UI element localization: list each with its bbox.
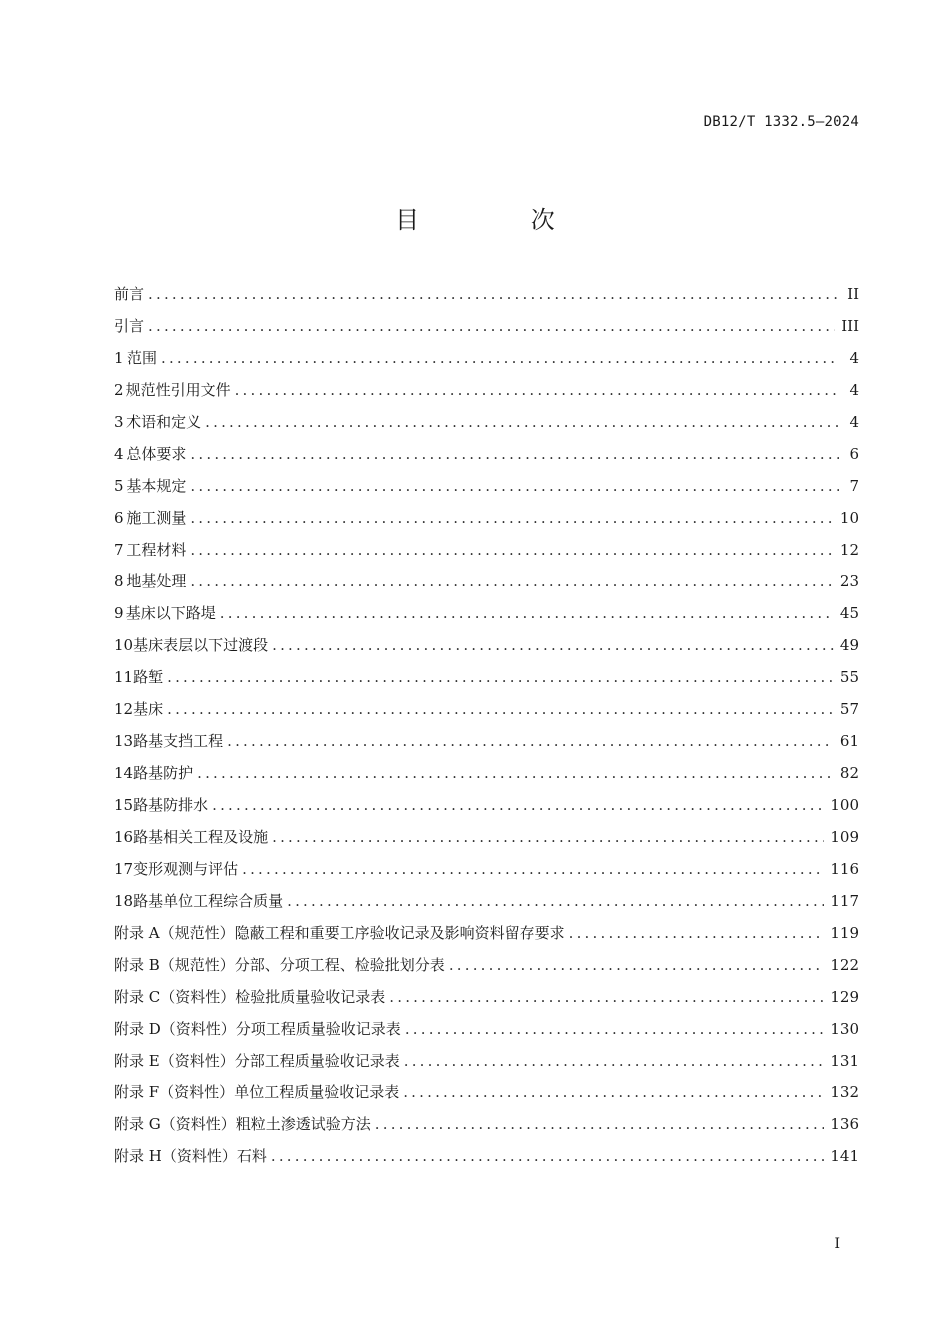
toc-entry-label: 地基处理 [126, 572, 187, 591]
toc-page-number: 45 [839, 604, 859, 623]
toc-entry[interactable] [114, 411, 859, 443]
toc-entry-label: 规范性引用文件 [125, 380, 231, 399]
toc-page-number: 130 [830, 1019, 859, 1038]
toc-dot-leader [235, 381, 839, 399]
toc-section-number: 8 [114, 572, 124, 591]
toc-page-number: 129 [830, 987, 859, 1006]
toc-entry-label: 隐蔽工程和重要工序验收记录及影响资料留存要求 [234, 923, 565, 942]
toc-entry-label: 引言 [114, 316, 145, 335]
toc-entry[interactable] [114, 1018, 859, 1050]
toc-section-number: 3 [114, 412, 124, 431]
toc-dot-leader [190, 509, 834, 527]
toc-entry-label: 基床表层以下过渡段 [133, 636, 269, 655]
toc-dot-leader [167, 668, 834, 686]
toc-page-number: 7 [849, 476, 859, 495]
toc-section-number: 11 [114, 668, 134, 687]
toc-dot-leader [220, 604, 834, 622]
toc-entry-label: 路基相关工程及设施 [133, 827, 269, 846]
toc-entry[interactable] [114, 283, 859, 315]
toc-entry[interactable] [114, 666, 859, 698]
document-code: DB12/T 1332.5—2024 [703, 114, 859, 130]
toc-appendix-label: 附录 E（资料性） [114, 1051, 235, 1070]
toc-entry-label: 前言 [114, 285, 145, 303]
toc-dot-leader [271, 1147, 824, 1165]
toc-page-number: 12 [839, 540, 859, 559]
toc-section-number: 15 [114, 796, 134, 814]
toc-page-number: 131 [830, 1051, 859, 1070]
toc-entry[interactable] [114, 1081, 859, 1113]
toc-entry[interactable] [114, 347, 859, 379]
toc-entry[interactable] [114, 1113, 859, 1145]
toc-dot-leader [161, 349, 839, 367]
toc-dot-leader [449, 956, 825, 974]
toc-dot-leader [148, 317, 835, 335]
toc-section-number: 7 [114, 540, 124, 559]
toc-entry[interactable] [114, 1050, 859, 1082]
toc-dot-leader [212, 796, 824, 814]
toc-section-number: 6 [114, 508, 124, 527]
toc-section-number: 4 [114, 444, 124, 463]
toc-title: 目 次 [395, 206, 607, 234]
toc-appendix-label: 附录 G（资料性） [114, 1115, 236, 1134]
toc-page-number: 117 [830, 891, 859, 910]
toc-page-number: 122 [830, 955, 859, 974]
toc-entry[interactable] [114, 1145, 859, 1177]
toc-entry-label: 粗粒土渗透试验方法 [235, 1115, 371, 1134]
toc-entry[interactable] [114, 539, 859, 571]
toc-entry-label: 分部工程质量验收记录表 [234, 1051, 400, 1070]
toc-entry-label: 路基单位工程综合质量 [133, 891, 284, 910]
toc-appendix-label: 附录 D（资料性） [114, 1019, 236, 1038]
toc-section-number: 17 [114, 859, 134, 878]
toc-section-number: 9 [114, 604, 124, 623]
toc-page-number: 6 [849, 444, 859, 463]
toc-dot-leader [405, 1020, 825, 1038]
toc-entry[interactable] [114, 858, 859, 890]
toc-page-number: 82 [839, 764, 859, 783]
toc-section-number: 5 [114, 476, 124, 495]
toc-dot-leader [272, 828, 824, 846]
toc-entry[interactable] [114, 986, 859, 1018]
toc-page-number: 23 [839, 572, 859, 591]
toc-entry-label: 石料 [236, 1147, 267, 1166]
toc-appendix-label: 附录 B（规范性） [114, 955, 235, 974]
toc-entry[interactable] [114, 634, 859, 666]
toc-entry-label: 路堑 [133, 668, 164, 687]
toc-entry[interactable] [114, 443, 859, 475]
toc-entry[interactable] [114, 507, 859, 539]
toc-section-number: 2 [114, 380, 124, 399]
toc-entry-label: 路基防护 [133, 764, 194, 783]
toc-entry[interactable] [114, 890, 859, 922]
toc-page-number: 49 [839, 636, 859, 655]
toc-entry[interactable] [114, 315, 859, 347]
toc-entry-label: 分部、分项工程、检验批划分表 [234, 955, 445, 974]
toc-section-number: 14 [114, 764, 134, 783]
toc-section-number: 12 [114, 700, 134, 719]
toc-page-number: 57 [839, 700, 859, 719]
toc-page-number: 116 [830, 859, 859, 878]
toc-dot-leader [205, 413, 839, 431]
toc-entry-label: 术语和定义 [126, 412, 202, 431]
toc-dot-leader [148, 285, 839, 303]
toc-dot-leader [404, 1052, 825, 1070]
toc-entry-label: 工程材料 [126, 540, 187, 559]
toc-entry[interactable] [114, 730, 859, 762]
toc-appendix-label: 附录 H（资料性） [114, 1147, 237, 1166]
toc-section-number: 10 [114, 636, 134, 655]
toc-entry-label: 基本规定 [126, 476, 187, 495]
toc-page-number: 109 [830, 827, 859, 846]
toc-page-number: III [841, 316, 859, 335]
toc-entry-label: 变形观测与评估 [133, 859, 239, 878]
toc-entry[interactable] [114, 698, 859, 730]
toc-page-number: 100 [830, 796, 859, 814]
toc-dot-leader [375, 1115, 825, 1133]
toc-entry[interactable] [114, 922, 859, 954]
toc-section-number: 18 [114, 891, 134, 910]
toc-entry-label: 基床 [133, 700, 164, 719]
toc-page-number: 141 [830, 1147, 859, 1166]
toc-dot-leader [167, 700, 834, 718]
toc-page-number: 55 [839, 668, 859, 687]
toc-dot-leader [403, 1083, 824, 1101]
toc-dot-leader [197, 764, 834, 782]
toc-entry-label: 基床以下路堤 [125, 604, 216, 623]
toc-entry[interactable] [114, 570, 859, 602]
toc-entry[interactable] [114, 762, 859, 794]
toc-dot-leader [190, 572, 834, 590]
toc-page-number: 4 [849, 380, 859, 399]
toc-appendix-label: 附录 F（资料性） [114, 1083, 235, 1102]
toc-entry[interactable] [114, 379, 859, 411]
toc-dot-leader [242, 860, 824, 878]
toc-page-number: 4 [849, 348, 859, 367]
toc-entry-label: 分项工程质量验收记录表 [235, 1019, 401, 1038]
toc-dot-leader [190, 477, 839, 495]
toc-entry-label: 总体要求 [126, 444, 187, 463]
toc-dot-leader [190, 445, 839, 463]
toc-dot-leader [227, 732, 834, 750]
toc-page-number: 136 [830, 1115, 859, 1134]
toc-section-number: 16 [114, 827, 134, 846]
toc-dot-leader [190, 541, 834, 559]
toc-entry[interactable] [114, 794, 859, 826]
toc-page-number: 61 [839, 732, 859, 751]
toc-entry[interactable] [114, 602, 859, 634]
toc-page-number: 4 [849, 412, 859, 431]
toc-page-number: 10 [839, 508, 859, 527]
toc-section-number: 13 [114, 732, 134, 751]
toc-entry[interactable] [114, 826, 859, 858]
toc-appendix-label: 附录 A（规范性） [114, 923, 235, 942]
toc-entry-label: 路基防排水 [133, 796, 209, 814]
toc-dot-leader [287, 892, 824, 910]
toc-entry-label: 路基支挡工程 [133, 732, 224, 751]
toc-entry-label: 施工测量 [126, 508, 187, 527]
toc-appendix-label: 附录 C（资料性） [114, 987, 236, 1006]
page-folio: I [834, 1236, 840, 1252]
toc-entry-label: 检验批质量验收记录表 [235, 987, 386, 1006]
toc-page-number: 132 [830, 1083, 859, 1102]
toc-entry[interactable] [114, 954, 859, 986]
toc-dot-leader [272, 636, 834, 654]
table-of-contents [114, 283, 859, 1177]
toc-dot-leader [569, 924, 825, 942]
toc-page-number: II [847, 285, 859, 303]
toc-page-number: 119 [830, 923, 859, 942]
toc-entry[interactable] [114, 475, 859, 507]
toc-section-number: 1 [114, 348, 124, 367]
toc-entry-label: 单位工程质量验收记录表 [234, 1083, 400, 1102]
toc-entry-label: 范围 [126, 348, 157, 367]
toc-dot-leader [389, 988, 824, 1006]
